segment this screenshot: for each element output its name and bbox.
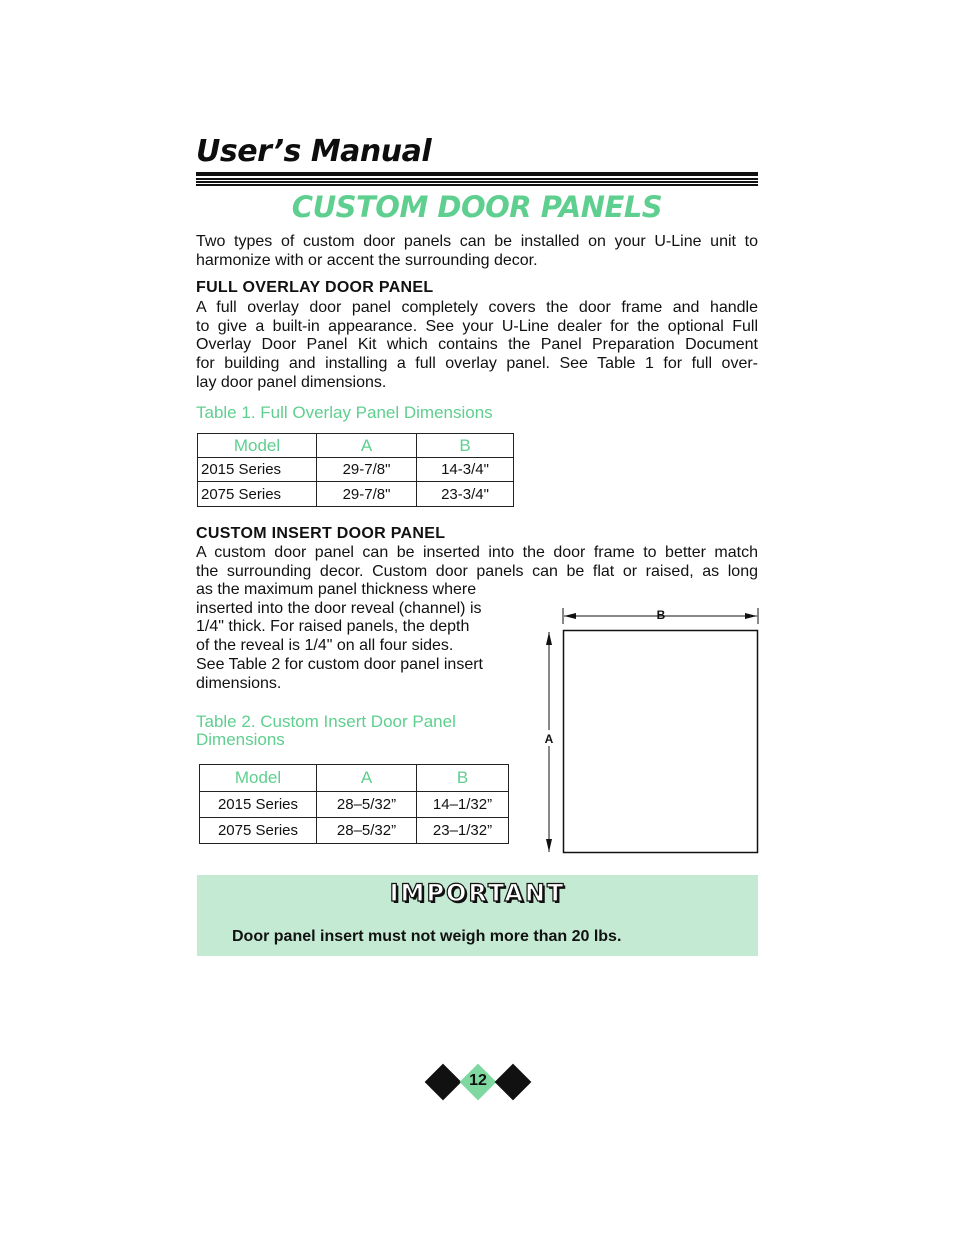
table1-cell: 14-3/4" <box>417 458 514 482</box>
table2-header-model: Model <box>200 765 317 792</box>
header-rule-3 <box>196 184 758 186</box>
full-overlay-paragraph <box>196 299 758 393</box>
table-row <box>200 792 509 818</box>
diagram-label-a: A <box>544 732 554 746</box>
width-arrow-right <box>745 613 757 619</box>
table2-header-a: A <box>317 765 417 792</box>
table1-header-a: A <box>317 434 417 458</box>
important-box <box>197 875 758 956</box>
manual-title: User’s Manual <box>196 134 432 169</box>
table2-caption <box>196 713 456 749</box>
header-rule-2 <box>196 181 758 183</box>
table1-cell: 29-7/8" <box>317 482 417 507</box>
custom-insert-line: dimensions. <box>196 674 282 692</box>
diagram-label-b: B <box>656 608 666 622</box>
table2-cell: 28–5/32” <box>317 818 417 844</box>
table-row <box>198 482 514 507</box>
table2-caption-line: Table 2. Custom Insert Door Panel <box>196 712 456 731</box>
door-panel-diagram <box>535 600 765 862</box>
table2-caption-line: Dimensions <box>196 730 285 749</box>
table1-caption: Table 1. Full Overlay Panel Dimensions <box>196 403 493 422</box>
custom-insert-paragraph-narrow <box>196 581 516 693</box>
header-rule-thick <box>196 172 758 176</box>
table1-cell: 2015 Series <box>198 458 317 482</box>
table2-cell: 2015 Series <box>200 792 317 818</box>
custom-insert-line: 1/4" thick. For raised panels, the depth <box>196 618 470 636</box>
height-arrow-bottom <box>546 839 552 852</box>
full-overlay-line: lay door panel dimensions. <box>196 373 387 391</box>
table2-cell: 2075 Series <box>200 818 317 844</box>
section-title: CUSTOM DOOR PANELS <box>291 190 663 224</box>
custom-insert-line: of the reveal is 1/4" on all four sides. <box>196 637 454 655</box>
custom-insert-line: the surrounding decor. Custom door panels can be flat or raised, as long <box>196 562 758 580</box>
custom-insert-heading: CUSTOM INSERT DOOR PANEL <box>196 525 446 542</box>
page-badge <box>424 1062 534 1102</box>
table1 <box>197 433 514 507</box>
full-overlay-line: A full overlay door panel completely covers the door frame and handle <box>196 299 758 316</box>
table1-header-model: Model <box>198 434 317 458</box>
custom-insert-line: inserted into the door reveal (channel) is <box>196 599 482 617</box>
door-panel-rect <box>564 631 758 853</box>
table1-cell: 23-3/4" <box>417 482 514 507</box>
important-text: Door panel insert must not weigh more than 20 lbs. <box>232 928 622 945</box>
full-overlay-heading: FULL OVERLAY DOOR PANEL <box>196 279 434 296</box>
table2 <box>199 764 509 844</box>
table2-cell: 23–1/32” <box>417 818 509 844</box>
custom-insert-line: as the maximum panel thickness where <box>196 581 477 598</box>
header-rule-1 <box>196 178 758 180</box>
diamond-left-icon <box>425 1064 462 1101</box>
important-label: IMPORTANT <box>389 879 566 907</box>
table2-cell: 28–5/32” <box>317 792 417 818</box>
table1-cell: 2075 Series <box>198 482 317 507</box>
full-overlay-line: for building and installing a full overlay panel. See Table 1 for full over- <box>196 355 758 373</box>
full-overlay-line: to give a built-in appearance. See your U-Line dealer for the optional Full <box>196 317 758 335</box>
intro-paragraph: Two types of custom door panels can be installed on your U-Line unit to harmonize with or accent the surrounding decor. <box>196 233 758 269</box>
table1-cell: 29-7/8" <box>317 458 417 482</box>
table2-cell: 14–1/32” <box>417 792 509 818</box>
page-number: 12 <box>469 1072 487 1089</box>
diamond-right-icon <box>495 1064 532 1101</box>
full-overlay-line: Overlay Door Panel Kit which contains the Panel Preparation Document <box>196 336 758 354</box>
table1-header-b: B <box>417 434 514 458</box>
table2-header-b: B <box>417 765 509 792</box>
height-arrow-top <box>546 632 552 645</box>
table-row <box>198 458 514 482</box>
table-row <box>200 818 509 844</box>
width-arrow-left <box>564 613 576 619</box>
custom-insert-line: See Table 2 for custom door panel insert <box>196 655 483 673</box>
custom-insert-paragraph-full <box>196 544 758 581</box>
custom-insert-line: A custom door panel can be inserted into the door frame to better match <box>196 544 758 561</box>
